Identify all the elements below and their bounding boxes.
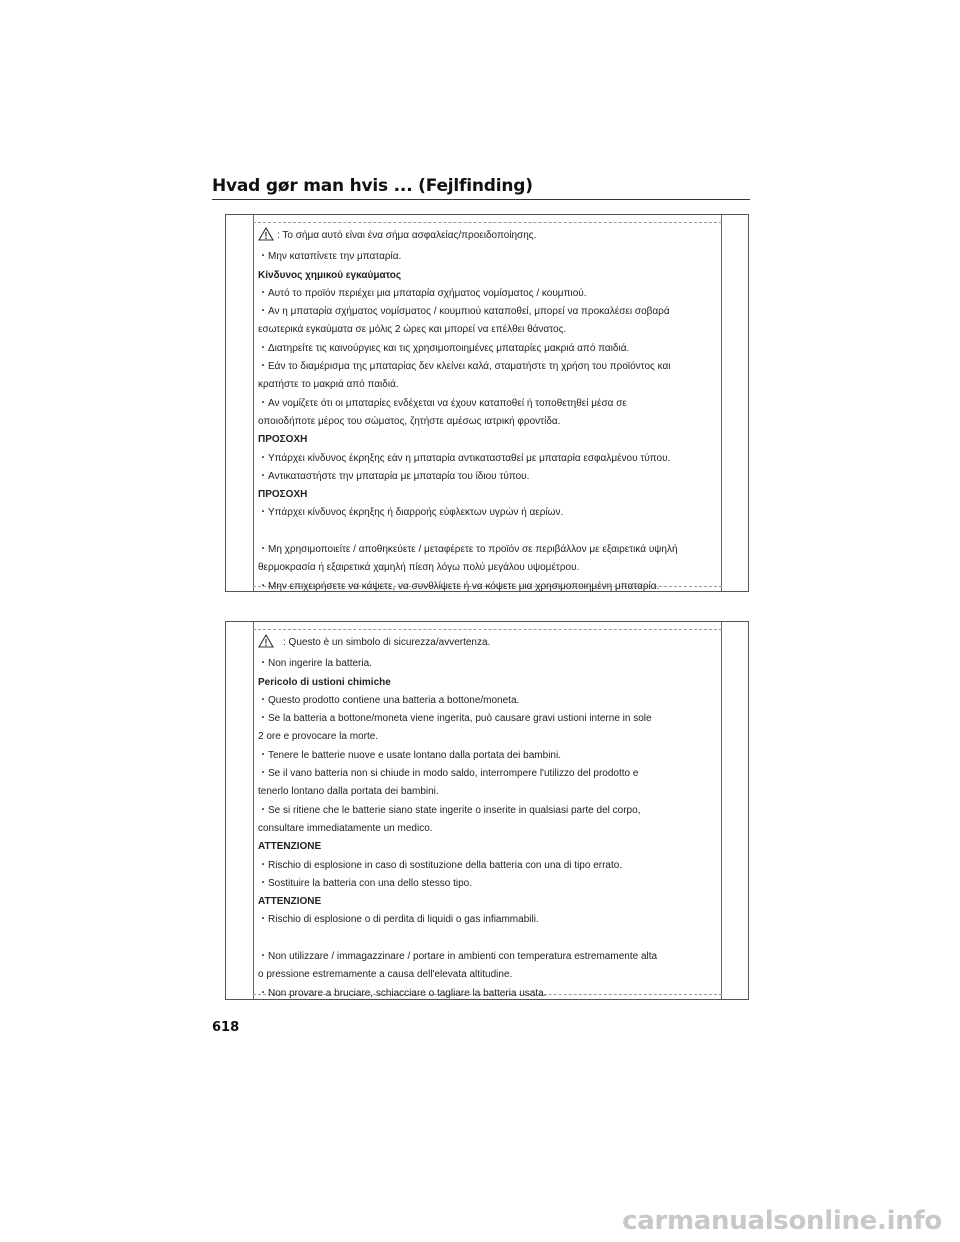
greek-warning-text-block <box>258 227 718 596</box>
warning-line: ・Υπάρχει κίνδυνος έκρηξης εάν η μπαταρία αντικατασταθεί με μπαταρία εσφαλμένου τύπου. <box>258 452 671 464</box>
warning-symbol-line <box>258 634 718 655</box>
warning-line: ・Αν η μπαταρία σχήματος νομίσματος / κουμπιού καταποθεί, μπορεί να προκαλέσει σοβαρά <box>258 306 670 318</box>
warning-line: ・Questo prodotto contiene una batteria a bottone/moneta. <box>258 694 520 706</box>
warning-line: ・Non utilizzare / immagazzinare / portare in ambienti con temperatura estremamente alta <box>258 951 658 963</box>
warning-line: ・Se si ritiene che le batterie siano state ingerite o inserite in qualsiasi parte del corpo, <box>258 804 641 816</box>
watermark: carmanualsonline.info <box>622 1206 942 1236</box>
panel-top-dashed-line <box>253 222 722 223</box>
header-divider <box>212 199 750 200</box>
warning-symbol-text: : Το σήμα αυτό είναι ένα σήμα ασφαλείας/προειδοποίησης. <box>277 230 537 241</box>
warning-line: ・Εάν το διαμέρισμα της μπαταρίας δεν κλείνει καλά, σταματήστε τη χρήση του προϊόντος και <box>258 361 671 373</box>
warning-symbol-text: : Questo è un simbolo di sicurezza/avvertenza. <box>283 637 491 648</box>
warning-line: ・Rischio di esplosione in caso di sostituzione della batteria con una di tipo errato. <box>258 859 623 871</box>
warning-triangle-icon <box>258 227 274 248</box>
warning-line: ・Αν νομίζετε ότι οι μπαταρίες ενδέχεται να έχουν καταποθεί ή τοποθετηθεί μέσα σε <box>258 397 627 409</box>
panel-top-dashed-line <box>253 629 722 630</box>
panel-right-column-line <box>721 215 722 591</box>
italian-lines-container <box>258 655 718 1003</box>
warning-line: consultare immediatamente un medico. <box>258 822 433 834</box>
warning-line: ・Αυτό το προϊόν περιέχει μια μπαταρία σχήματος νομίσματος / κουμπιού. <box>258 287 587 299</box>
warning-line: ・Se la batteria a bottone/moneta viene ingerita, può causare gravi ustioni interne in sole <box>258 713 652 725</box>
warning-heading: ATTENZIONE <box>258 841 322 853</box>
warning-line: ・Tenere le batterie nuove e usate lontano dalla portata dei bambini. <box>258 749 561 761</box>
page-number: 618 <box>212 1020 240 1035</box>
warning-line <box>258 523 718 541</box>
warning-line: ・Sostituire la batteria con una dello stesso tipo. <box>258 877 473 889</box>
panel-left-column-line <box>253 215 254 591</box>
warning-line: ・Se il vano batteria non si chiude in modo saldo, interrompere l'utilizzo del prodotto e <box>258 768 639 780</box>
page-header-title: Hvad gør man hvis ... (Fejlfinding) <box>212 176 533 196</box>
warning-line: ・Διατηρείτε τις καινούργιες και τις χρησιμοποιημένες μπαταρίες μακριά από παιδιά. <box>258 342 630 354</box>
warning-line: ・Μη χρησιμοποιείτε / αποθηκεύετε / μεταφέρετε το προϊόν σε περιβάλλον με εξαιρετικά υψηλή <box>258 544 678 556</box>
warning-line: o pressione estremamente a causa dell'elevata altitudine. <box>258 969 513 981</box>
warning-line: οποιοδήποτε μέρος του σώματος, ζητήστε αμέσως ιατρική φροντίδα. <box>258 415 561 427</box>
warning-line: ・Non ingerire la batteria. <box>258 658 372 670</box>
warning-heading: ATTENZIONE <box>258 896 322 908</box>
panel-left-column-line <box>253 622 254 999</box>
warning-heading: Pericolo di ustioni chimiche <box>258 676 391 688</box>
warning-line: ・Αντικαταστήστε την μπαταρία με μπαταρία του ίδιου τύπου. <box>258 470 530 482</box>
warning-line: ・Rischio di esplosione o di perdita di liquidi o gas infiammabili. <box>258 914 539 926</box>
warning-heading: Κίνδυνος χημικού εγκαύματος <box>258 269 402 281</box>
warning-line <box>258 930 718 948</box>
warning-triangle-icon <box>258 634 274 655</box>
warning-heading: ΠΡΟΣΟΧΗ <box>258 489 308 501</box>
warning-line: ・Non provare a bruciare, schiacciare o tagliare la batteria usata. <box>258 987 547 999</box>
warning-line: κρατήστε το μακριά από παιδιά. <box>258 379 399 391</box>
italian-warning-text-block <box>258 634 718 1003</box>
warning-symbol-line <box>258 227 718 248</box>
greek-warning-panel <box>225 214 749 592</box>
warning-line: 2 ore e provocare la morte. <box>258 731 379 743</box>
greek-lines-container <box>258 248 718 596</box>
warning-line: εσωτερικά εγκαύματα σε μόλις 2 ώρες και μπορεί να επέλθει θάνατος. <box>258 324 567 336</box>
warning-line: tenerlo lontano dalla portata dei bambini. <box>258 786 439 798</box>
warning-line: ・Υπάρχει κίνδυνος έκρηξης ή διαρροής εύφλεκτων υγρών ή αερίων. <box>258 507 564 519</box>
warning-heading: ΠΡΟΣΟΧΗ <box>258 434 308 446</box>
panel-right-column-line <box>721 622 722 999</box>
warning-line: ・Μην επιχειρήσετε να κάψετε, να συνθλίψετε ή να κόψετε μια χρησιμοποιημένη μπαταρία. <box>258 580 660 592</box>
warning-line: ・Μην καταπίνετε την μπαταρία. <box>258 251 402 263</box>
italian-warning-panel <box>225 621 749 1000</box>
warning-line: θερμοκρασία ή εξαιρετικά χαμηλή πίεση λόγω πολύ μεγάλου υψομέτρου. <box>258 562 580 574</box>
